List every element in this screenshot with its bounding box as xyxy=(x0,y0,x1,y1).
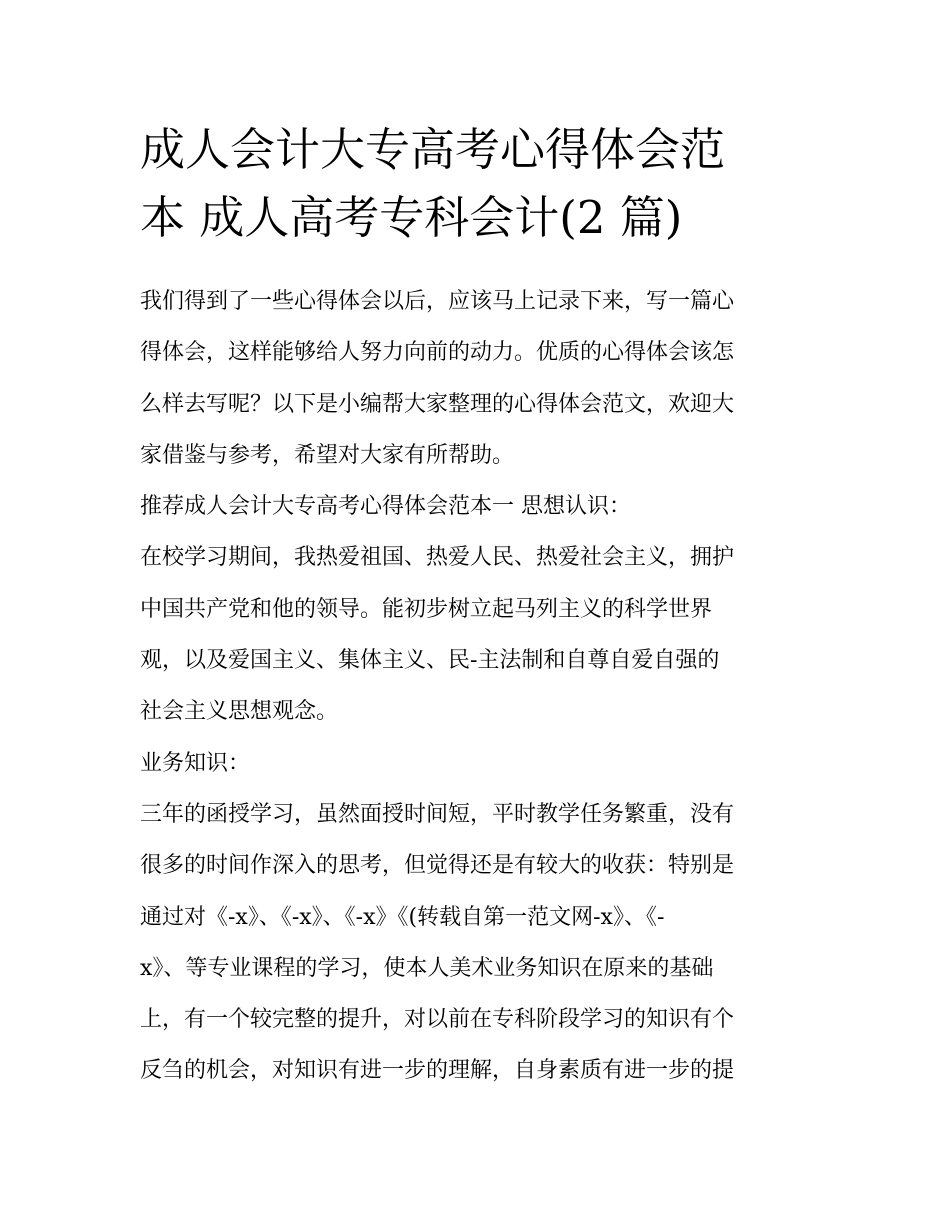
knowledge-paragraph-line: 很多的时间作深入的思考，但觉得还是有较大的收获：特别是 xyxy=(140,853,735,879)
thoughts-paragraph-line: 在校学习期间，我热爱祖国、热爱人民、热爱社会主义，拥护 xyxy=(140,545,735,571)
title-line: 本 成人高考专科会计(2 篇) xyxy=(140,191,683,244)
knowledge-paragraph-line: x》、等专业课程的学习，使本人美术业务知识在原来的基础 xyxy=(140,955,714,981)
thoughts-paragraph-line: 社会主义思想观念。 xyxy=(140,699,339,725)
intro-paragraph-line: 家借鉴与参考，希望对大家有所帮助。 xyxy=(140,442,515,468)
knowledge-paragraph-line: 三年的函授学习，虽然面授时间短，平时教学任务繁重，没有 xyxy=(140,801,735,827)
intro-paragraph-line: 得体会，这样能够给人努力向前的动力。优质的心得体会该怎 xyxy=(140,340,735,366)
intro-paragraph-line: 我们得到了一些心得体会以后，应该马上记录下来，写一篇心 xyxy=(140,289,735,314)
knowledge-paragraph-line: 上，有一个较完整的提升，对以前在专科阶段学习的知识有个 xyxy=(140,1007,735,1033)
title-line: 成人会计大专高考心得体会范 xyxy=(140,123,726,176)
knowledge-paragraph-line: 通过对《-x》、《-x》、《-x》《(转载自第一范文网-x》、《- xyxy=(140,904,665,930)
section-heading-thoughts: 推荐成人会计大专高考心得体会范本一 思想认识： xyxy=(140,494,631,520)
thoughts-paragraph-line: 观，以及爱国主义、集体主义、民-主法制和自尊自爱自强的 xyxy=(140,648,720,674)
document-body xyxy=(140,276,830,1097)
document-title xyxy=(140,116,830,252)
thoughts-paragraph-line: 中国共产党和他的领导。能初步树立起马列主义的科学世界 xyxy=(140,596,713,622)
intro-paragraph-line: 么样去写呢？以下是小编帮大家整理的心得体会范文，欢迎大 xyxy=(140,391,735,417)
knowledge-paragraph-line: 反刍的机会，对知识有进一步的理解，自身素质有进一步的提 xyxy=(140,1058,735,1084)
section-heading-knowledge: 业务知识： xyxy=(140,750,251,776)
